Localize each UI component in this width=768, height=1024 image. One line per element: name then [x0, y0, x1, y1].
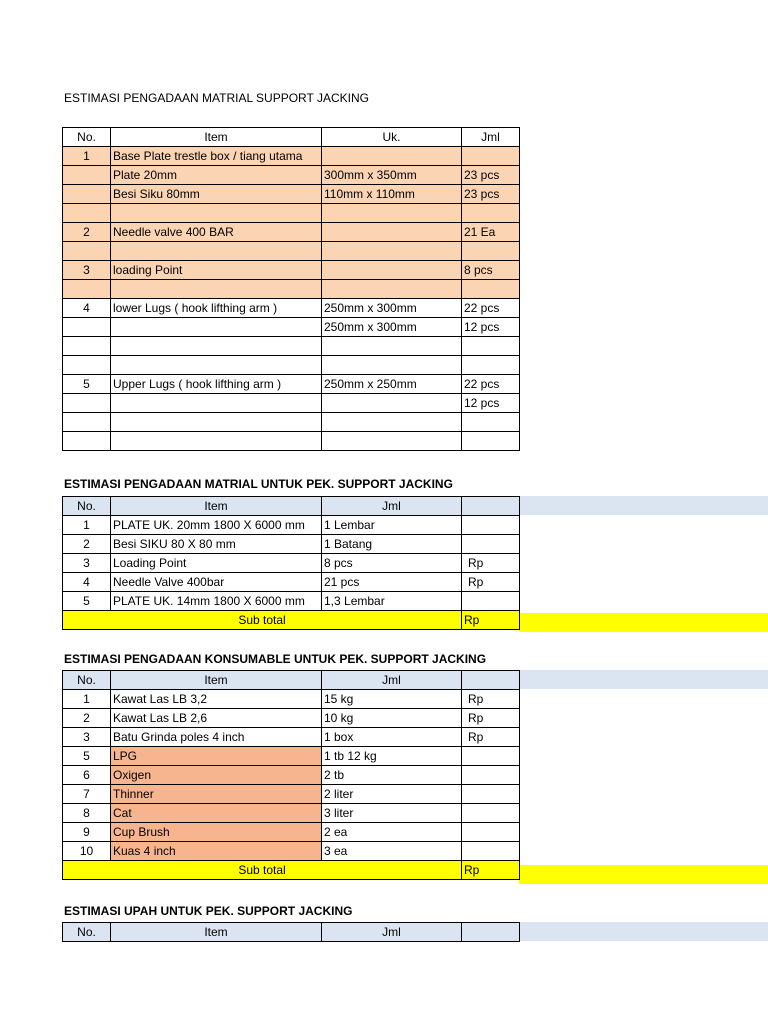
- cell-item: Loading Point: [111, 554, 322, 573]
- cell-item: [111, 356, 322, 375]
- table-row: [63, 516, 520, 535]
- cell-uk: 250mm x 300mm: [322, 318, 462, 337]
- cell-no: [63, 204, 111, 223]
- cell-no: [63, 242, 111, 261]
- cell-item: Base Plate trestle box / tiang utama: [111, 147, 322, 166]
- section3-header-row: [63, 671, 520, 690]
- cell-jml: 22 pcs: [462, 299, 520, 318]
- header-jml: Jml: [322, 671, 462, 690]
- cell-item: Thinner: [111, 785, 322, 804]
- table-row: [63, 223, 520, 242]
- cell-jml: 2 tb: [322, 766, 462, 785]
- cell-item: Plate 20mm: [111, 166, 322, 185]
- cell-uk: [322, 394, 462, 413]
- section3-subtotal-band: [519, 865, 768, 884]
- cell-item: lower Lugs ( hook lifthing arm ): [111, 299, 322, 318]
- cell-rp: Rp: [462, 709, 520, 728]
- table-row: [63, 185, 520, 204]
- cell-item: Needle valve 400 BAR: [111, 223, 322, 242]
- table-row: [63, 785, 520, 804]
- cell-no: 4: [63, 573, 111, 592]
- table-row: [63, 204, 520, 223]
- table-row: [63, 261, 520, 280]
- table-row: [63, 166, 520, 185]
- header-no: No.: [63, 128, 111, 147]
- header-no: No.: [63, 923, 111, 942]
- header-item: Item: [111, 128, 322, 147]
- header-jml: Jml: [322, 923, 462, 942]
- cell-no: 3: [63, 261, 111, 280]
- subtotal-label: Sub total: [63, 611, 462, 630]
- header-jml: Jml: [462, 128, 520, 147]
- section2-header-band: [519, 496, 768, 515]
- cell-jml: 1 tb 12 kg: [322, 747, 462, 766]
- header-item: Item: [111, 497, 322, 516]
- cell-item: [111, 318, 322, 337]
- cell-item: Cup Brush: [111, 823, 322, 842]
- table-row: [63, 823, 520, 842]
- section3-title: ESTIMASI PENGADAAN KONSUMABLE UNTUK PEK. SUPPORT JACKING: [64, 652, 487, 666]
- header-uk: Uk.: [322, 128, 462, 147]
- table-row: [63, 280, 520, 299]
- cell-jml: 1 box: [322, 728, 462, 747]
- cell-item: [111, 394, 322, 413]
- cell-rp: Rp: [462, 690, 520, 709]
- cell-jml: 1,3 Lembar: [322, 592, 462, 611]
- cell-no: [63, 318, 111, 337]
- header-no: No.: [63, 497, 111, 516]
- cell-no: 2: [63, 223, 111, 242]
- cell-jml: 22 pcs: [462, 375, 520, 394]
- cell-item: Kawat Las LB 2,6: [111, 709, 322, 728]
- cell-no: [63, 394, 111, 413]
- cell-item: [111, 280, 322, 299]
- table-row: [63, 318, 520, 337]
- cell-item: loading Point: [111, 261, 322, 280]
- table-row: [63, 432, 520, 451]
- cell-jml: 3 liter: [322, 804, 462, 823]
- cell-uk: 250mm x 250mm: [322, 375, 462, 394]
- cell-jml: 2 ea: [322, 823, 462, 842]
- cell-jml: 1 Lembar: [322, 516, 462, 535]
- cell-uk: [322, 261, 462, 280]
- header-jml: Jml: [322, 497, 462, 516]
- cell-no: 8: [63, 804, 111, 823]
- cell-rp: [462, 785, 520, 804]
- cell-rp: [462, 592, 520, 611]
- cell-no: 9: [63, 823, 111, 842]
- cell-jml: 15 kg: [322, 690, 462, 709]
- header-item: Item: [111, 671, 322, 690]
- table-row: [63, 375, 520, 394]
- cell-uk: [322, 204, 462, 223]
- cell-no: 1: [63, 147, 111, 166]
- cell-no: [63, 166, 111, 185]
- cell-jml: 12 pcs: [462, 318, 520, 337]
- cell-jml: 21 pcs: [322, 573, 462, 592]
- section4-table: [62, 922, 520, 942]
- cell-jml: [462, 432, 520, 451]
- section4-header-band: [519, 922, 768, 941]
- cell-rp: [462, 747, 520, 766]
- cell-no: 1: [63, 516, 111, 535]
- header-empty: [462, 923, 520, 942]
- cell-no: 7: [63, 785, 111, 804]
- cell-no: 6: [63, 766, 111, 785]
- section1-header-row: [63, 128, 520, 147]
- cell-item: PLATE UK. 20mm 1800 X 6000 mm: [111, 516, 322, 535]
- table-row: [63, 592, 520, 611]
- cell-no: [63, 337, 111, 356]
- cell-jml: [462, 337, 520, 356]
- cell-jml: 23 pcs: [462, 185, 520, 204]
- cell-rp: [462, 516, 520, 535]
- cell-item: Kawat Las LB 3,2: [111, 690, 322, 709]
- cell-jml: [462, 413, 520, 432]
- cell-item: Kuas 4 inch: [111, 842, 322, 861]
- section4-header-row: [63, 923, 520, 942]
- table-row: [63, 299, 520, 318]
- cell-item: Cat: [111, 804, 322, 823]
- cell-jml: 21 Ea: [462, 223, 520, 242]
- cell-item: [111, 242, 322, 261]
- cell-uk: [322, 147, 462, 166]
- cell-rp: [462, 823, 520, 842]
- header-empty: [462, 497, 520, 516]
- cell-no: 5: [63, 747, 111, 766]
- cell-item: [111, 413, 322, 432]
- cell-uk: [322, 242, 462, 261]
- cell-no: 2: [63, 535, 111, 554]
- cell-item: Besi Siku 80mm: [111, 185, 322, 204]
- table-row: [63, 337, 520, 356]
- section1-table: [62, 127, 520, 451]
- cell-rp: Rp: [462, 728, 520, 747]
- cell-item: LPG: [111, 747, 322, 766]
- cell-item: [111, 337, 322, 356]
- cell-uk: [322, 413, 462, 432]
- cell-no: 3: [63, 728, 111, 747]
- cell-item: [111, 204, 322, 223]
- section2-subtotal-row: [63, 611, 520, 630]
- section2-title: ESTIMASI PENGADAAN MATRIAL UNTUK PEK. SUPPORT JACKING: [64, 477, 453, 491]
- cell-uk: [322, 356, 462, 375]
- header-empty: [462, 671, 520, 690]
- cell-rp: Rp: [462, 573, 520, 592]
- cell-no: [63, 356, 111, 375]
- cell-jml: 1 Batang: [322, 535, 462, 554]
- cell-rp: [462, 766, 520, 785]
- header-item: Item: [111, 923, 322, 942]
- section3-table: [62, 670, 520, 880]
- cell-no: 5: [63, 375, 111, 394]
- header-no: No.: [63, 671, 111, 690]
- cell-uk: [322, 280, 462, 299]
- subtotal-rp: Rp: [462, 611, 520, 630]
- cell-jml: 8 pcs: [322, 554, 462, 573]
- cell-no: 5: [63, 592, 111, 611]
- table-row: [63, 573, 520, 592]
- cell-uk: [322, 337, 462, 356]
- cell-item: Upper Lugs ( hook lifthing arm ): [111, 375, 322, 394]
- cell-uk: 300mm x 350mm: [322, 166, 462, 185]
- table-row: [63, 766, 520, 785]
- cell-jml: 10 kg: [322, 709, 462, 728]
- cell-no: 4: [63, 299, 111, 318]
- cell-rp: [462, 842, 520, 861]
- cell-no: [63, 280, 111, 299]
- table-row: [63, 356, 520, 375]
- cell-jml: [462, 147, 520, 166]
- table-row: [63, 842, 520, 861]
- table-row: [63, 554, 520, 573]
- cell-jml: [462, 280, 520, 299]
- cell-item: Besi SIKU 80 X 80 mm: [111, 535, 322, 554]
- table-row: [63, 394, 520, 413]
- cell-item: Batu Grinda poles 4 inch: [111, 728, 322, 747]
- table-row: [63, 413, 520, 432]
- cell-no: 3: [63, 554, 111, 573]
- cell-no: [63, 432, 111, 451]
- section2-header-row: [63, 497, 520, 516]
- cell-item: PLATE UK. 14mm 1800 X 6000 mm: [111, 592, 322, 611]
- cell-item: [111, 432, 322, 451]
- section3-subtotal-row: [63, 861, 520, 880]
- cell-no: 2: [63, 709, 111, 728]
- cell-uk: [322, 223, 462, 242]
- cell-jml: 3 ea: [322, 842, 462, 861]
- table-row: [63, 804, 520, 823]
- section4-title: ESTIMASI UPAH UNTUK PEK. SUPPORT JACKING: [64, 904, 353, 918]
- cell-rp: Rp: [462, 554, 520, 573]
- section1-title: ESTIMASI PENGADAAN MATRIAL SUPPORT JACKING: [64, 91, 369, 105]
- cell-rp: [462, 804, 520, 823]
- subtotal-label: Sub total: [63, 861, 462, 880]
- cell-jml: [462, 204, 520, 223]
- cell-no: 10: [63, 842, 111, 861]
- cell-item: Needle Valve 400bar: [111, 573, 322, 592]
- table-row: [63, 690, 520, 709]
- cell-jml: [462, 242, 520, 261]
- table-row: [63, 242, 520, 261]
- table-row: [63, 147, 520, 166]
- section2-table: [62, 496, 520, 630]
- section2-subtotal-band: [519, 613, 768, 632]
- cell-jml: 23 pcs: [462, 166, 520, 185]
- cell-no: [63, 413, 111, 432]
- cell-no: [63, 185, 111, 204]
- cell-jml: 12 pcs: [462, 394, 520, 413]
- cell-rp: [462, 535, 520, 554]
- section3-header-band: [519, 670, 768, 689]
- cell-no: 1: [63, 690, 111, 709]
- subtotal-rp: Rp: [462, 861, 520, 880]
- cell-jml: 2 liter: [322, 785, 462, 804]
- cell-uk: [322, 432, 462, 451]
- cell-item: Oxigen: [111, 766, 322, 785]
- cell-uk: 250mm x 300mm: [322, 299, 462, 318]
- cell-jml: [462, 356, 520, 375]
- cell-uk: 110mm x 110mm: [322, 185, 462, 204]
- table-row: [63, 535, 520, 554]
- table-row: [63, 747, 520, 766]
- table-row: [63, 709, 520, 728]
- table-row: [63, 728, 520, 747]
- cell-jml: 8 pcs: [462, 261, 520, 280]
